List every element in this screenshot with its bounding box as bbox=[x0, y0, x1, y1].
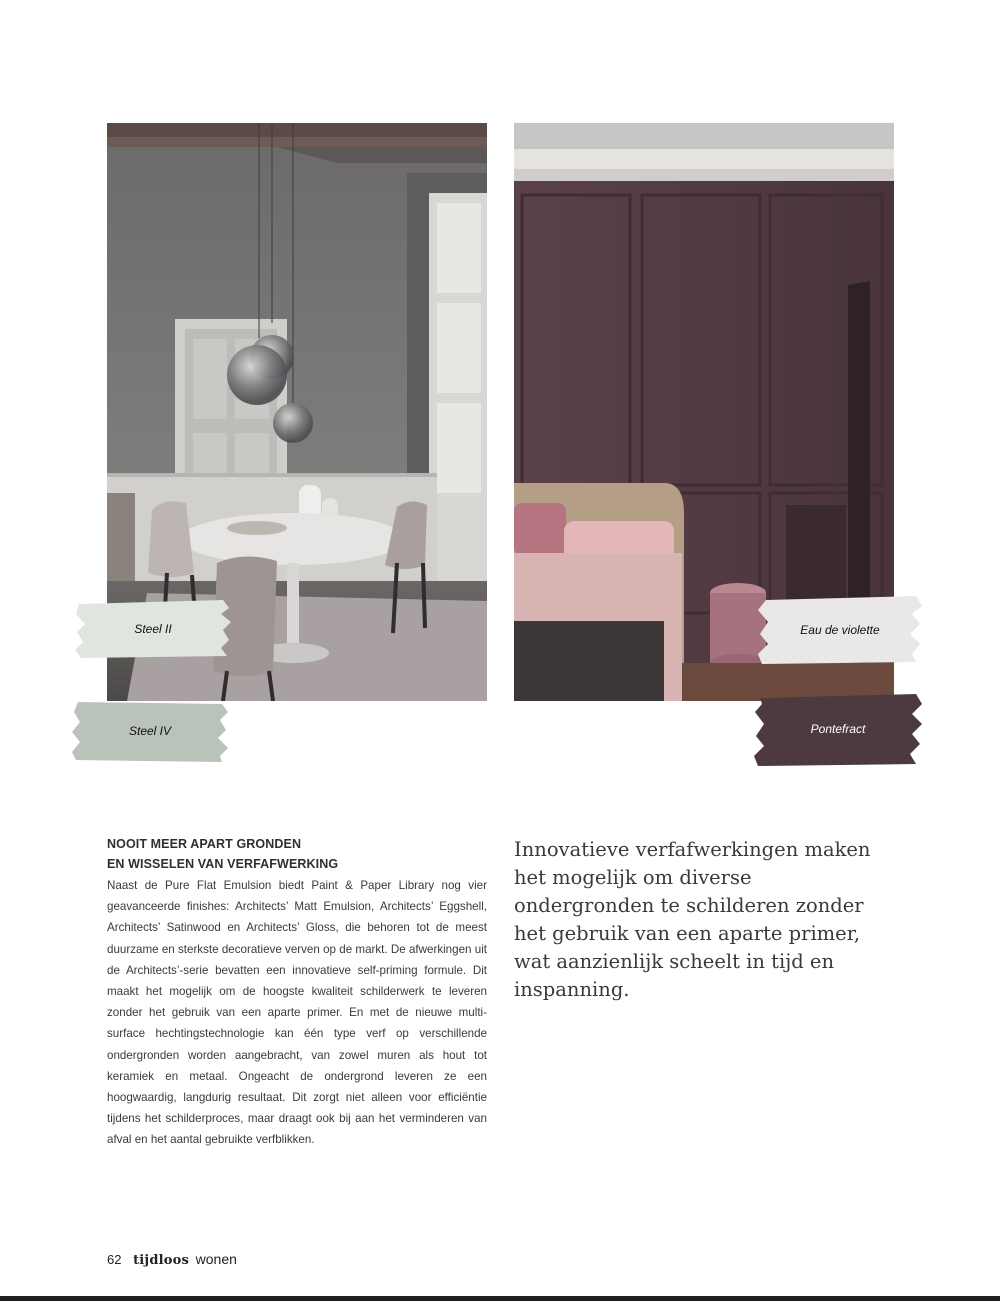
pull-quote: Innovatieve verfafwerkingen maken het mogelijk om diverse ondergronden te schilderen zonder het gebruik van een aparte primer, wat aanzienlijk scheelt in tijd en inspanning. bbox=[514, 838, 871, 1001]
swatch-eau-de-violette bbox=[756, 592, 924, 667]
article-heading bbox=[107, 834, 487, 874]
bottom-rule bbox=[0, 1296, 1000, 1301]
heading-line-1: NOOIT MEER APART GRONDEN bbox=[107, 837, 302, 851]
swatch-steel-iv bbox=[70, 696, 230, 766]
page-footer bbox=[107, 1251, 237, 1268]
swatch-label: Steel II bbox=[134, 622, 172, 636]
swatch-steel-ii bbox=[73, 594, 233, 664]
swatch-pontefract bbox=[752, 690, 924, 768]
page-number: 62 bbox=[107, 1252, 122, 1267]
article-body: Naast de Pure Flat Emulsion biedt Paint & Paper Library nog vier geavanceerde finishes: Architects’ Matt Emulsion, Architects’ Eggshell, Architects’ Satinwood en Architects’ Gloss, die behoren tot de meest duurzame en sterkste decoratieve verven op de markt. De afwerkingen uit de Architects’-serie bevatten een innovatieve self-priming formule. Dit maakt het mogelijk om de hoogste kwaliteit schilderwerk te leveren zonder het gebruik van een aparte primer. En met de nieuwe multi-surface hechtingstechnologie kan één type verf op verschillende ondergronden worden aangebracht, van zowel muren als hout tot keramiek en metaal. Ongeacht de ondergrond leveren ze een hoogwaardig, langdurig resultaat. Dit zorgt niet alleen voor efficiëntie tijdens het schilderproces, maar draagt ook bij aan het verminderen van afval en het aantal gebruikte verfblikken. bbox=[107, 879, 487, 1147]
swatch-label: Eau de violette bbox=[800, 622, 880, 637]
magazine-logo-light: wonen bbox=[195, 1251, 237, 1267]
swatch-label: Pontefract bbox=[810, 722, 866, 736]
heading-line-2: EN WISSELEN VAN VERFAFWERKING bbox=[107, 857, 339, 871]
magazine-logo-bold: tijdloos bbox=[133, 1253, 190, 1268]
swatch-label: Steel IV bbox=[128, 724, 172, 738]
